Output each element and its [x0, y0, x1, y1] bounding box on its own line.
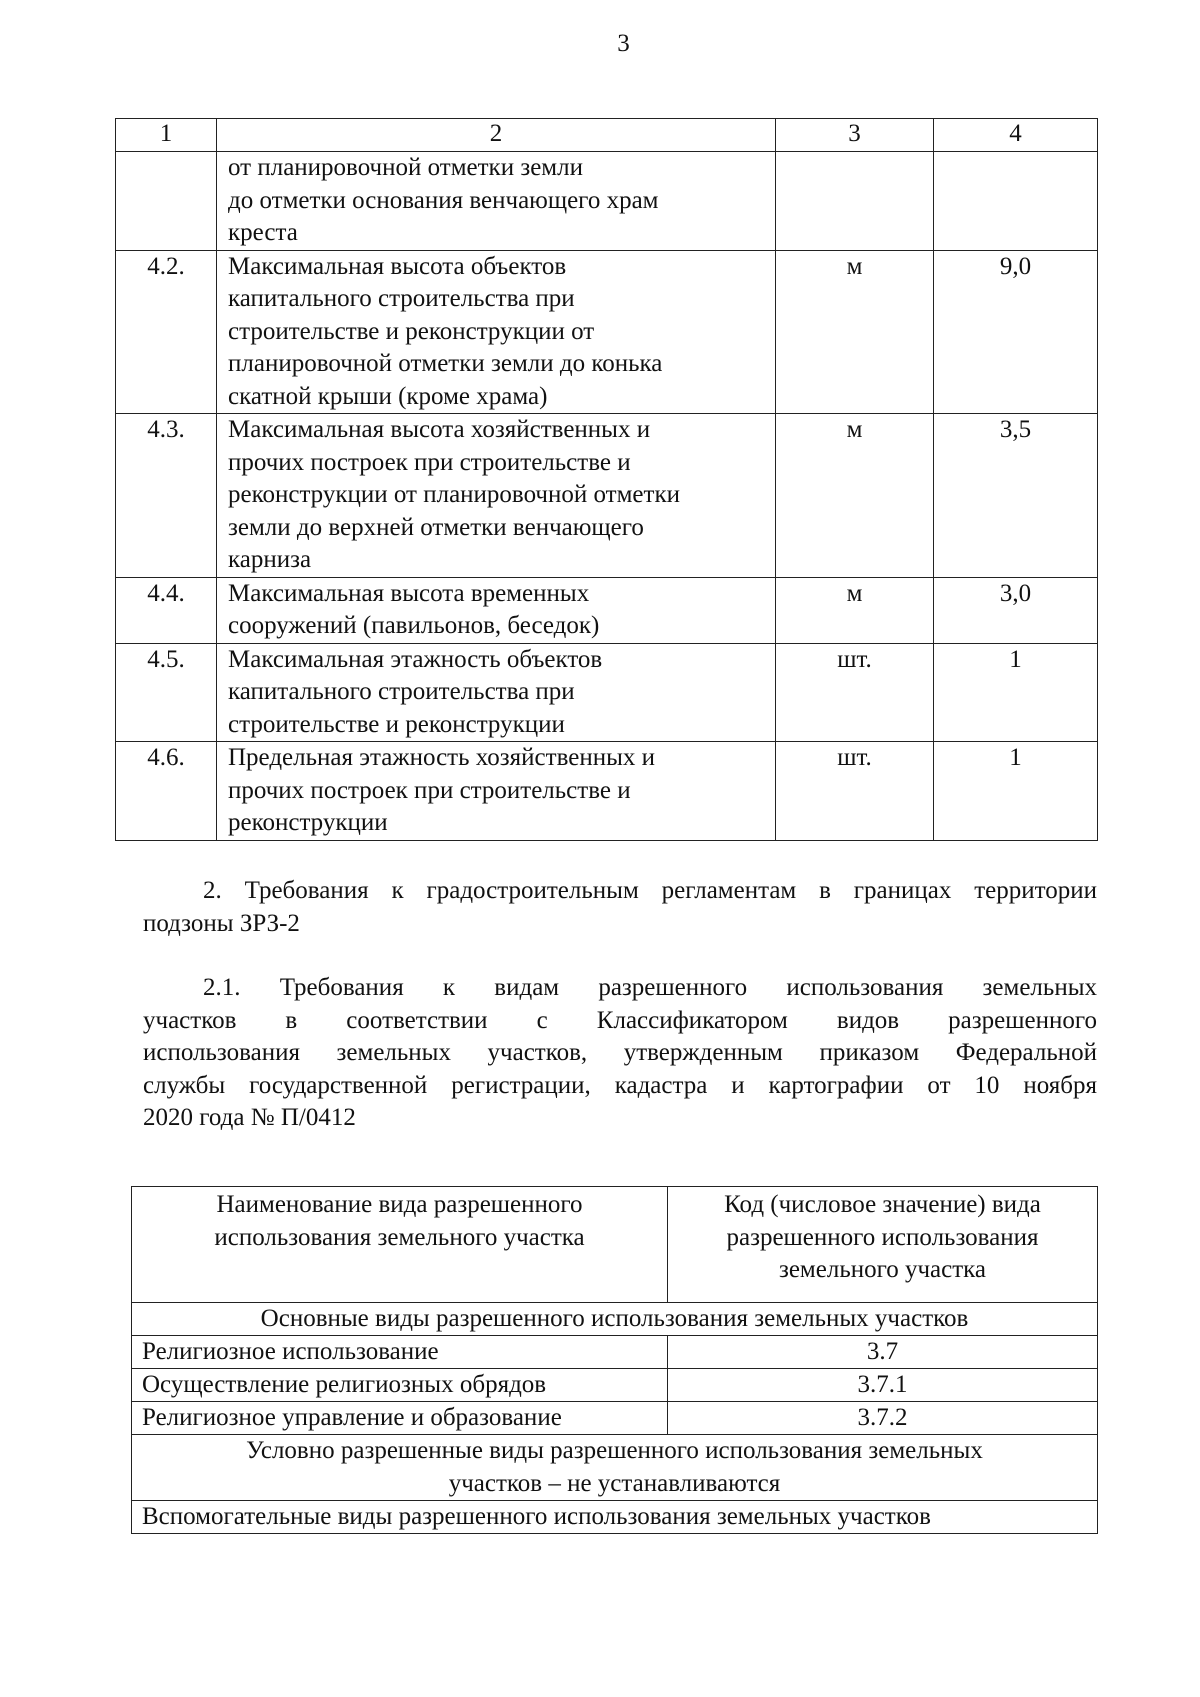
- table-row: [116, 742, 1098, 841]
- table-header-row: [116, 119, 1098, 152]
- row-unit: м: [776, 577, 934, 643]
- row-number: 4.5.: [116, 643, 217, 742]
- header-line: Наименование вида разрешенного: [216, 1191, 583, 1218]
- description-line: планировочной отметки земли до конька: [228, 350, 663, 377]
- row-unit: шт.: [776, 643, 934, 742]
- col-header-1: 1: [116, 119, 217, 152]
- paragraph-line: 2020 года № П/0412: [143, 1104, 356, 1131]
- table-row: [116, 152, 1098, 251]
- description-line: прочих построек при строительстве и: [228, 776, 631, 804]
- row-unit: м: [776, 414, 934, 578]
- description-line: Максимальная высота хозяйственных и: [228, 416, 651, 443]
- description-line: капитального строительства при: [228, 678, 575, 705]
- description-line: прочих построек при строительстве и: [228, 448, 631, 476]
- header-line: разрешенного использования: [726, 1223, 1039, 1251]
- page-number: 3: [617, 30, 630, 57]
- description-line: Максимальная высота объектов: [228, 252, 567, 280]
- col-header-2: 2: [217, 119, 776, 152]
- row-value: 3,0: [934, 577, 1098, 643]
- use-code: 3.7: [668, 1336, 1098, 1369]
- section-main-title: Основные виды разрешенного использования земельных участков: [132, 1303, 1098, 1336]
- description-line: строительстве и реконструкции: [228, 710, 565, 738]
- land-use-table: [131, 1186, 1098, 1534]
- description-line: Максимальная высота временных: [228, 579, 590, 607]
- header-line: Код (числовое значение) вида: [724, 1191, 1041, 1218]
- section-row-main: [132, 1303, 1098, 1336]
- row-description: [217, 152, 776, 251]
- description-line: креста: [228, 219, 298, 246]
- description-line: реконструкции от планировочной отметки: [228, 481, 680, 508]
- description-line: земли до верхней отметки венчающего: [228, 513, 644, 541]
- row-unit: м: [776, 250, 934, 414]
- description-line: скатной крыши (кроме храма): [228, 382, 548, 410]
- table-row: [116, 643, 1098, 742]
- table-row: [116, 414, 1098, 578]
- paragraph-line: подзоны ЗРЗ-2: [143, 909, 300, 937]
- header-use-name: [132, 1187, 668, 1303]
- paragraph-line: 2. Требования к градостроительным регламентам в границах территории: [203, 877, 1097, 904]
- use-code: 3.7.1: [668, 1369, 1098, 1402]
- row-description: [217, 577, 776, 643]
- description-line: Предельная этажность хозяйственных и: [228, 744, 656, 771]
- description-line: сооружений (павильонов, беседок): [228, 612, 600, 639]
- header-use-code: [668, 1187, 1098, 1303]
- paragraph-line: участков в соответствии с Классификатором видов разрешенного: [143, 1006, 1097, 1034]
- use-name: Религиозное использование: [132, 1336, 668, 1369]
- section-auxiliary-title: Вспомогательные виды разрешенного использования земельных участков: [132, 1501, 1098, 1534]
- row-unit: шт.: [776, 742, 934, 841]
- table-row: [116, 250, 1098, 414]
- row-unit: [776, 152, 934, 251]
- section-row-auxiliary: [132, 1501, 1098, 1534]
- row-number: 4.3.: [116, 414, 217, 578]
- row-number: 4.4.: [116, 577, 217, 643]
- row-description: [217, 250, 776, 414]
- section-conditional-title: [132, 1435, 1098, 1501]
- header-line: использования земельного участка: [214, 1223, 585, 1251]
- description-line: до отметки основания венчающего храм: [228, 186, 659, 214]
- col-header-3: 3: [776, 119, 934, 152]
- table-row: [132, 1336, 1098, 1369]
- height-limits-table: [115, 118, 1098, 841]
- description-line: реконструкции: [228, 809, 388, 836]
- section-line: участков – не устанавливаются: [448, 1469, 781, 1497]
- table-row: [132, 1402, 1098, 1435]
- section-2-heading: [143, 875, 1097, 940]
- row-value: [934, 152, 1098, 251]
- paragraph-line: 2.1. Требования к видам разрешенного использования земельных: [203, 974, 1097, 1001]
- row-value: 1: [934, 742, 1098, 841]
- section-2-1-paragraph: [143, 972, 1097, 1135]
- table-row: [116, 577, 1098, 643]
- row-number: [116, 152, 217, 251]
- description-line: капитального строительства при: [228, 285, 575, 312]
- use-name: Религиозное управление и образование: [132, 1402, 668, 1435]
- section-row-conditional: [132, 1435, 1098, 1501]
- row-number: 4.6.: [116, 742, 217, 841]
- header-line: земельного участка: [778, 1256, 987, 1283]
- row-value: 3,5: [934, 414, 1098, 578]
- row-description: [217, 742, 776, 841]
- section-line: Условно разрешенные виды разрешенного использования земельных: [246, 1437, 983, 1464]
- paragraph-line: службы государственной регистрации, кадастра и картографии от 10 ноября: [143, 1071, 1097, 1099]
- description-line: Максимальная этажность объектов: [228, 645, 603, 673]
- row-description: [217, 414, 776, 578]
- description-line: строительстве и реконструкции от: [228, 317, 595, 345]
- row-description: [217, 643, 776, 742]
- use-code: 3.7.2: [668, 1402, 1098, 1435]
- use-name: Осуществление религиозных обрядов: [132, 1369, 668, 1402]
- row-value: 1: [934, 643, 1098, 742]
- description-line: карниза: [228, 546, 312, 573]
- col-header-4: 4: [934, 119, 1098, 152]
- table-row: [132, 1369, 1098, 1402]
- table-header-row: [132, 1187, 1098, 1303]
- row-value: 9,0: [934, 250, 1098, 414]
- paragraph-line: использования земельных участков, утвержденным приказом Федеральной: [143, 1039, 1097, 1066]
- description-line: от планировочной отметки земли: [228, 154, 583, 181]
- row-number: 4.2.: [116, 250, 217, 414]
